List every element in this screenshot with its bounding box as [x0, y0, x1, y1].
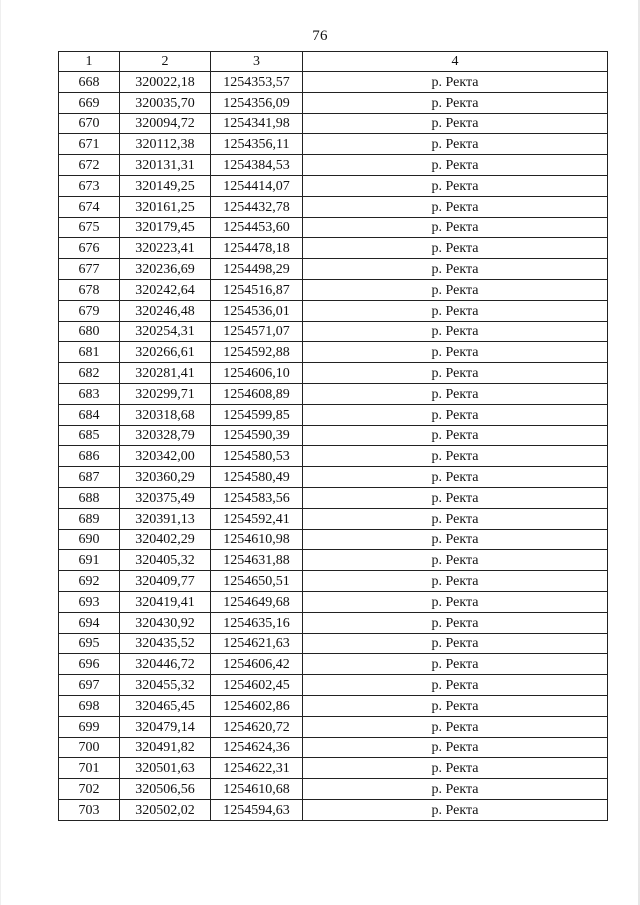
y-coordinate-cell: 1254608,89	[211, 383, 303, 404]
y-coordinate-cell: 1254649,68	[211, 591, 303, 612]
table-row	[59, 591, 608, 612]
y-coordinate-cell: 1254606,42	[211, 654, 303, 675]
description-cell: р. Ректа	[303, 72, 608, 93]
point-number-cell: 702	[59, 779, 120, 800]
point-number-cell: 679	[59, 300, 120, 321]
point-number-cell: 673	[59, 175, 120, 196]
point-number-cell: 701	[59, 758, 120, 779]
table-row	[59, 404, 608, 425]
table-row	[59, 571, 608, 592]
y-coordinate-cell: 1254580,53	[211, 446, 303, 467]
description-cell: р. Ректа	[303, 633, 608, 654]
header-row	[59, 52, 608, 72]
x-coordinate-cell: 320506,56	[120, 779, 211, 800]
table-row	[59, 217, 608, 238]
point-number-cell: 685	[59, 425, 120, 446]
x-coordinate-cell: 320161,25	[120, 196, 211, 217]
table-row	[59, 383, 608, 404]
table-row	[59, 716, 608, 737]
point-number-cell: 675	[59, 217, 120, 238]
y-coordinate-cell: 1254602,86	[211, 695, 303, 716]
x-coordinate-cell: 320479,14	[120, 716, 211, 737]
y-coordinate-cell: 1254610,68	[211, 779, 303, 800]
description-cell: р. Ректа	[303, 155, 608, 176]
table-row	[59, 279, 608, 300]
point-number-cell: 682	[59, 363, 120, 384]
point-number-cell: 674	[59, 196, 120, 217]
table-row	[59, 92, 608, 113]
x-coordinate-cell: 320446,72	[120, 654, 211, 675]
description-cell: р. Ректа	[303, 591, 608, 612]
table-row	[59, 72, 608, 93]
point-number-cell: 676	[59, 238, 120, 259]
x-coordinate-cell: 320405,32	[120, 550, 211, 571]
table-row	[59, 654, 608, 675]
header-col-3: 3	[211, 52, 303, 72]
description-cell: р. Ректа	[303, 342, 608, 363]
description-cell: р. Ректа	[303, 612, 608, 633]
y-coordinate-cell: 1254610,98	[211, 529, 303, 550]
y-coordinate-cell: 1254590,39	[211, 425, 303, 446]
description-cell: р. Ректа	[303, 92, 608, 113]
point-number-cell: 695	[59, 633, 120, 654]
description-cell: р. Ректа	[303, 404, 608, 425]
y-coordinate-cell: 1254453,60	[211, 217, 303, 238]
y-coordinate-cell: 1254384,53	[211, 155, 303, 176]
x-coordinate-cell: 320223,41	[120, 238, 211, 259]
x-coordinate-cell: 320491,82	[120, 737, 211, 758]
x-coordinate-cell: 320328,79	[120, 425, 211, 446]
y-coordinate-cell: 1254602,45	[211, 675, 303, 696]
y-coordinate-cell: 1254414,07	[211, 175, 303, 196]
x-coordinate-cell: 320094,72	[120, 113, 211, 134]
point-number-cell: 669	[59, 92, 120, 113]
page-number: 76	[312, 28, 328, 44]
y-coordinate-cell: 1254621,63	[211, 633, 303, 654]
table-row	[59, 259, 608, 280]
x-coordinate-cell: 320131,31	[120, 155, 211, 176]
point-number-cell: 693	[59, 591, 120, 612]
x-coordinate-cell: 320409,77	[120, 571, 211, 592]
point-number-cell: 700	[59, 737, 120, 758]
y-coordinate-cell: 1254592,88	[211, 342, 303, 363]
description-cell: р. Ректа	[303, 134, 608, 155]
point-number-cell: 683	[59, 383, 120, 404]
table-row	[59, 196, 608, 217]
description-cell: р. Ректа	[303, 217, 608, 238]
description-cell: р. Ректа	[303, 279, 608, 300]
x-coordinate-cell: 320022,18	[120, 72, 211, 93]
y-coordinate-cell: 1254516,87	[211, 279, 303, 300]
y-coordinate-cell: 1254536,01	[211, 300, 303, 321]
header-col-2: 2	[120, 52, 211, 72]
table-row	[59, 779, 608, 800]
point-number-cell: 689	[59, 508, 120, 529]
table-row	[59, 238, 608, 259]
x-coordinate-cell: 320465,45	[120, 695, 211, 716]
description-cell: р. Ректа	[303, 175, 608, 196]
description-cell: р. Ректа	[303, 487, 608, 508]
point-number-cell: 678	[59, 279, 120, 300]
y-coordinate-cell: 1254620,72	[211, 716, 303, 737]
y-coordinate-cell: 1254571,07	[211, 321, 303, 342]
table-row	[59, 508, 608, 529]
table-row	[59, 175, 608, 196]
y-coordinate-cell: 1254583,56	[211, 487, 303, 508]
point-number-cell: 703	[59, 799, 120, 820]
x-coordinate-cell: 320035,70	[120, 92, 211, 113]
description-cell: р. Ректа	[303, 321, 608, 342]
point-number-cell: 681	[59, 342, 120, 363]
point-number-cell: 687	[59, 467, 120, 488]
table-row	[59, 612, 608, 633]
header-col-4: 4	[303, 52, 608, 72]
x-coordinate-cell: 320419,41	[120, 591, 211, 612]
point-number-cell: 698	[59, 695, 120, 716]
scan-edge-left	[0, 0, 1, 905]
point-number-cell: 691	[59, 550, 120, 571]
x-coordinate-cell: 320236,69	[120, 259, 211, 280]
x-coordinate-cell: 320435,52	[120, 633, 211, 654]
y-coordinate-cell: 1254594,63	[211, 799, 303, 820]
description-cell: р. Ректа	[303, 758, 608, 779]
table-row	[59, 155, 608, 176]
point-number-cell: 696	[59, 654, 120, 675]
table-row	[59, 758, 608, 779]
table-row	[59, 134, 608, 155]
x-coordinate-cell: 320375,49	[120, 487, 211, 508]
x-coordinate-cell: 320402,29	[120, 529, 211, 550]
y-coordinate-cell: 1254498,29	[211, 259, 303, 280]
description-cell: р. Ректа	[303, 737, 608, 758]
x-coordinate-cell: 320342,00	[120, 446, 211, 467]
y-coordinate-cell: 1254432,78	[211, 196, 303, 217]
table-row	[59, 113, 608, 134]
description-cell: р. Ректа	[303, 779, 608, 800]
description-cell: р. Ректа	[303, 238, 608, 259]
x-coordinate-cell: 320254,31	[120, 321, 211, 342]
x-coordinate-cell: 320299,71	[120, 383, 211, 404]
x-coordinate-cell: 320112,38	[120, 134, 211, 155]
x-coordinate-cell: 320149,25	[120, 175, 211, 196]
description-cell: р. Ректа	[303, 446, 608, 467]
x-coordinate-cell: 320391,13	[120, 508, 211, 529]
table-body	[59, 72, 608, 821]
y-coordinate-cell: 1254353,57	[211, 72, 303, 93]
description-cell: р. Ректа	[303, 508, 608, 529]
point-number-cell: 671	[59, 134, 120, 155]
point-number-cell: 668	[59, 72, 120, 93]
x-coordinate-cell: 320246,48	[120, 300, 211, 321]
point-number-cell: 694	[59, 612, 120, 633]
x-coordinate-cell: 320501,63	[120, 758, 211, 779]
x-coordinate-cell: 320360,29	[120, 467, 211, 488]
description-cell: р. Ректа	[303, 300, 608, 321]
table-row	[59, 300, 608, 321]
table-row	[59, 321, 608, 342]
x-coordinate-cell: 320242,64	[120, 279, 211, 300]
description-cell: р. Ректа	[303, 675, 608, 696]
point-number-cell: 697	[59, 675, 120, 696]
y-coordinate-cell: 1254650,51	[211, 571, 303, 592]
description-cell: р. Ректа	[303, 695, 608, 716]
table-row	[59, 487, 608, 508]
table-row	[59, 633, 608, 654]
point-number-cell: 686	[59, 446, 120, 467]
x-coordinate-cell: 320430,92	[120, 612, 211, 633]
table-row	[59, 363, 608, 384]
table-row	[59, 425, 608, 446]
description-cell: р. Ректа	[303, 467, 608, 488]
y-coordinate-cell: 1254356,11	[211, 134, 303, 155]
y-coordinate-cell: 1254631,88	[211, 550, 303, 571]
y-coordinate-cell: 1254580,49	[211, 467, 303, 488]
description-cell: р. Ректа	[303, 799, 608, 820]
point-number-cell: 699	[59, 716, 120, 737]
description-cell: р. Ректа	[303, 259, 608, 280]
description-cell: р. Ректа	[303, 654, 608, 675]
point-number-cell: 670	[59, 113, 120, 134]
header-col-1: 1	[59, 52, 120, 72]
y-coordinate-cell: 1254478,18	[211, 238, 303, 259]
point-number-cell: 677	[59, 259, 120, 280]
description-cell: р. Ректа	[303, 196, 608, 217]
y-coordinate-cell: 1254356,09	[211, 92, 303, 113]
table-row	[59, 799, 608, 820]
description-cell: р. Ректа	[303, 571, 608, 592]
point-number-cell: 684	[59, 404, 120, 425]
x-coordinate-cell: 320455,32	[120, 675, 211, 696]
x-coordinate-cell: 320179,45	[120, 217, 211, 238]
table-row	[59, 675, 608, 696]
table-row	[59, 550, 608, 571]
table-row	[59, 467, 608, 488]
description-cell: р. Ректа	[303, 550, 608, 571]
table-row	[59, 446, 608, 467]
point-number-cell: 680	[59, 321, 120, 342]
y-coordinate-cell: 1254624,36	[211, 737, 303, 758]
description-cell: р. Ректа	[303, 363, 608, 384]
y-coordinate-cell: 1254622,31	[211, 758, 303, 779]
point-number-cell: 692	[59, 571, 120, 592]
x-coordinate-cell: 320318,68	[120, 404, 211, 425]
table-row	[59, 529, 608, 550]
y-coordinate-cell: 1254599,85	[211, 404, 303, 425]
x-coordinate-cell: 320281,41	[120, 363, 211, 384]
table-header	[59, 52, 608, 72]
description-cell: р. Ректа	[303, 716, 608, 737]
table-row	[59, 342, 608, 363]
y-coordinate-cell: 1254635,16	[211, 612, 303, 633]
point-number-cell: 688	[59, 487, 120, 508]
table-row	[59, 737, 608, 758]
y-coordinate-cell: 1254341,98	[211, 113, 303, 134]
point-number-cell: 672	[59, 155, 120, 176]
y-coordinate-cell: 1254606,10	[211, 363, 303, 384]
y-coordinate-cell: 1254592,41	[211, 508, 303, 529]
description-cell: р. Ректа	[303, 113, 608, 134]
x-coordinate-cell: 320266,61	[120, 342, 211, 363]
description-cell: р. Ректа	[303, 529, 608, 550]
point-number-cell: 690	[59, 529, 120, 550]
table-row	[59, 695, 608, 716]
description-cell: р. Ректа	[303, 383, 608, 404]
x-coordinate-cell: 320502,02	[120, 799, 211, 820]
description-cell: р. Ректа	[303, 425, 608, 446]
coordinates-table	[58, 51, 608, 821]
